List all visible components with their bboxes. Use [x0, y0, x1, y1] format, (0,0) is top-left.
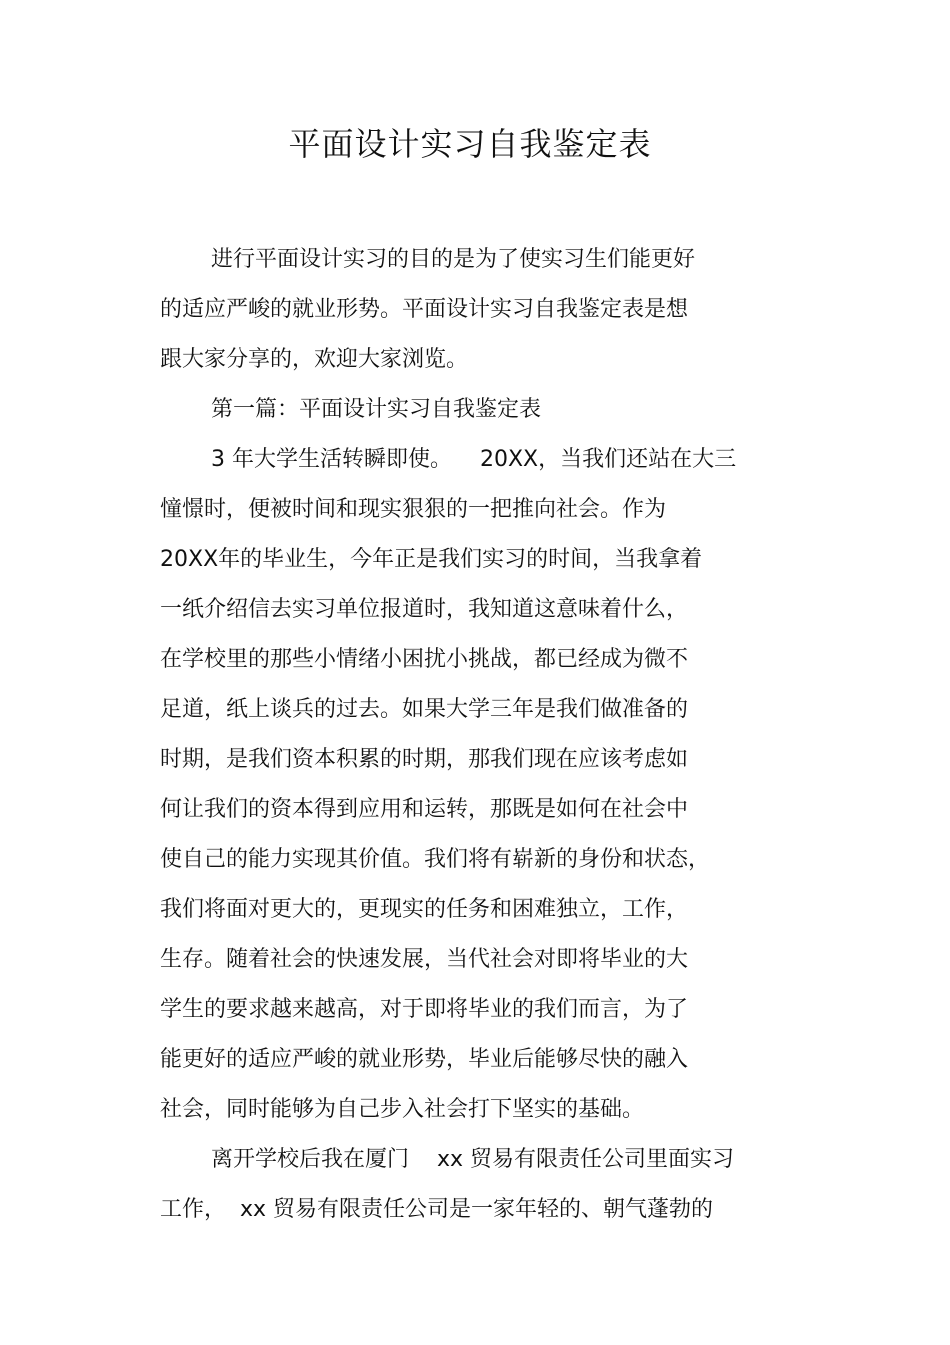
- body-line: 使自己的能力实现其价值。我们将有崭新的身份和状态，: [160, 847, 711, 872]
- document-body: [160, 241, 780, 1241]
- body-line: 时期，是我们资本积累的时期，那我们现在应该考虑如: [160, 747, 689, 772]
- body-line: 在学校里的那些小情绪小困扰小挑战，都已经成为微不: [160, 647, 689, 672]
- body-line: 生存。随着社会的快速发展，当代社会对即将毕业的大: [160, 947, 689, 972]
- body-line: 憧憬时，便被时间和现实狠狠的一把推向社会。作为: [160, 497, 667, 522]
- body-line: 3 年大学生活转瞬即使。 20XX，当我们还站在大三: [211, 447, 737, 472]
- body-line: 学生的要求越来越高，对于即将毕业的我们而言，为了: [160, 997, 689, 1022]
- body-line: 我们将面对更大的，更现实的任务和困难独立，工作，: [160, 897, 689, 922]
- body-line: 20XX年的毕业生，今年正是我们实习的时间，当我拿着: [160, 547, 703, 572]
- document-title: 平面设计实习自我鉴定表: [288, 125, 652, 163]
- body-line: 工作， xx 贸易有限责任公司是一家年轻的、朝气蓬勃的: [160, 1197, 714, 1222]
- body-line: 何让我们的资本得到应用和运转，那既是如何在社会中: [160, 797, 689, 822]
- body-line: 跟大家分享的，欢迎大家浏览。: [160, 347, 469, 372]
- body-line: 进行平面设计实习的目的是为了使实习生们能更好: [211, 247, 696, 272]
- body-line: 足道，纸上谈兵的过去。如果大学三年是我们做准备的: [160, 697, 689, 722]
- section-heading: 第一篇：平面设计实习自我鉴定表: [211, 397, 542, 422]
- body-line: 社会，同时能够为自己步入社会打下坚实的基础。: [160, 1097, 645, 1122]
- body-line: 能更好的适应严峻的就业形势，毕业后能够尽快的融入: [160, 1047, 689, 1072]
- body-line: 一纸介绍信去实习单位报道时，我知道这意味着什么，: [160, 597, 689, 622]
- body-line: 离开学校后我在厦门 xx 贸易有限责任公司里面实习: [211, 1147, 735, 1172]
- body-line: 的适应严峻的就业形势。平面设计实习自我鉴定表是想: [160, 297, 689, 322]
